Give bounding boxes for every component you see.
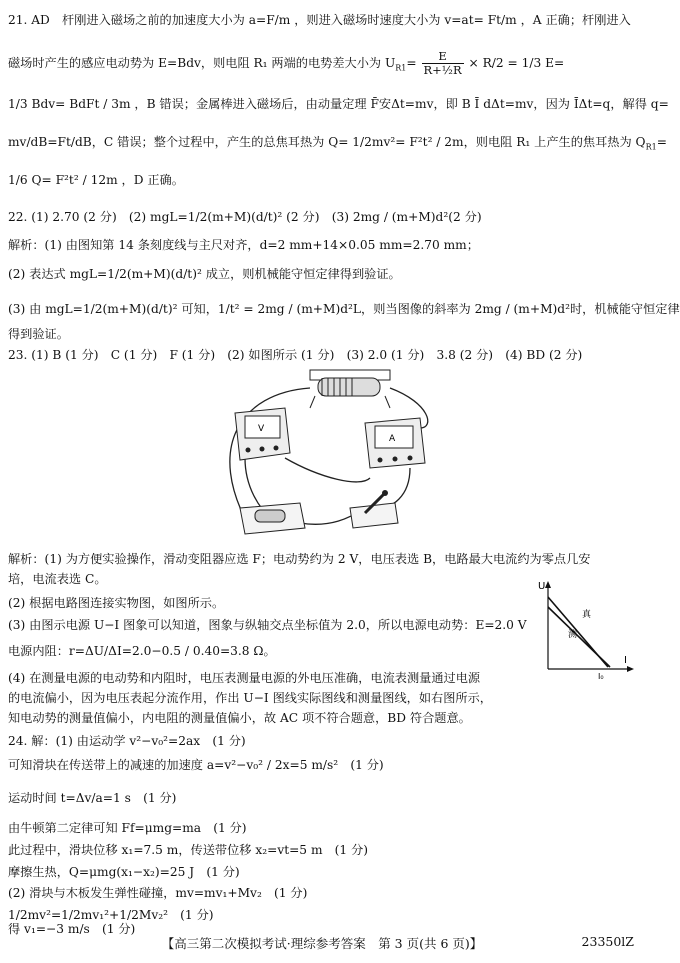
doc-code: 23350lZ: [581, 934, 634, 949]
u-label: U: [538, 581, 546, 592]
svg-text:A: A: [389, 434, 396, 444]
text: Bdv=: [31, 97, 66, 111]
q22-line3: [8, 266, 636, 282]
text: E=: [545, 56, 565, 70]
text: mv₁²+: [80, 908, 120, 922]
circuit-figure: [200, 368, 450, 538]
q22-line4: [8, 301, 680, 317]
text: 可知滑块在传送带上的减速的加速度 a=: [8, 758, 225, 772]
svg-text:V: V: [258, 424, 265, 434]
i-label: I: [624, 655, 627, 666]
measured-label: 测: [568, 630, 578, 640]
text: ，则进入磁场时速度大小为 v=at=: [294, 13, 484, 27]
q23-line6: [8, 643, 544, 659]
q24-line2: [8, 757, 636, 773]
q23-line3: 培，电流表选 C。: [8, 572, 107, 586]
formula: Δv/a: [75, 791, 103, 805]
text: 时，机械能守恒定律: [570, 302, 680, 316]
q21-line5: [8, 172, 636, 188]
formula: 1/2: [82, 302, 103, 316]
q23-line5: (3) 由图示电源 U−I 图象可以知道，图象与纵轴交点坐标值为 2.0，所以电源电动势：E=2.0 V: [8, 618, 527, 632]
q23-line2: 解析：(1) 为方便实验操作，滑动变阻器应选 F；电动势约为 2 V，电压表选 B，电路最大电流约为零点几安: [8, 552, 591, 566]
text: L，则当图像的斜率为: [352, 302, 471, 316]
q24-line9: 得 v₁=−3 m/s (1 分): [8, 922, 136, 936]
formula: 1/2: [8, 908, 28, 922]
q24-line4: 由牛顿第二定律可知 Ff=μmg=ma (1 分): [8, 821, 247, 835]
q21-line1: [8, 12, 636, 28]
voltmeter: [235, 408, 290, 460]
text: ，A 正确；杆刚进入: [520, 13, 631, 27]
formula: 1/2: [352, 135, 372, 149]
fraction: [422, 50, 464, 77]
q22-line1: [8, 209, 636, 225]
footer-text: 【高三第二次模拟考试·理综参考答案 第 3 页(共 6 页)】: [161, 936, 483, 951]
formula: R/2: [482, 56, 504, 70]
q22-line2: 解析：(1) 由图知第 14 条刻度线与主尺对齐，d=2 mm+14×0.05 mm=2.70 mm；: [8, 238, 479, 252]
text: ，D 正确。: [121, 173, 184, 187]
denominator: R+½R: [423, 63, 462, 77]
text: 21. AD 杆刚进入磁场之前的加速度大小为: [8, 13, 245, 27]
text: ，则电阻 R₁ 上产生的焦耳热为 Q: [463, 135, 646, 149]
q24-line7: (2) 滑块与木板发生弹性碰撞，mv=mv₁+Mv₂ (1 分): [8, 886, 308, 900]
text: =3.8 Ω。: [219, 644, 276, 658]
measured-line: [548, 607, 610, 667]
formula: 2.0−0.5 / 0.40: [132, 644, 220, 658]
formula: F²t² / 2m: [409, 135, 464, 149]
text: Mv₂² (1 分): [138, 908, 214, 922]
text: (2 分): [448, 210, 482, 224]
formula: F²t² / 12m: [55, 173, 118, 187]
text: (2) 表达式 mgL=: [8, 267, 108, 281]
formula: 1/2: [107, 267, 127, 281]
q21-line2: [8, 50, 636, 77]
battery: [240, 503, 305, 534]
subscript: R1: [395, 63, 407, 73]
text: Q=: [31, 173, 52, 187]
q24-line3: [8, 790, 636, 806]
formula: Ft/dB: [57, 135, 92, 149]
text: 22. (1) 2.70 (2 分) (2) mgL=: [8, 210, 188, 224]
q23-line9: 知电动势的测量值偏小，内电阻的测量值偏小，故 AC 项不符合题意，BD 符合题意。: [8, 711, 471, 725]
q23-line7: (4) 在测量电源的电动势和内阻时，电压表测量电源的外电压准确，电流表测量通过电源: [8, 671, 481, 685]
formula: 1/3: [8, 97, 28, 111]
text: 磁场时产生的感应电动势为 E=Bdv，则电阻 R₁ 两端的电势差大小为 U: [8, 56, 396, 70]
text: (m+M)(d/t)² 成立，则机械能守恒定律得到验证。: [126, 267, 401, 281]
ammeter: [365, 418, 425, 468]
text: ×: [468, 56, 479, 70]
text: mv²=: [371, 135, 406, 149]
formula: 1/3: [521, 56, 542, 70]
text: =5 m/s² (1 分): [289, 758, 384, 772]
text: =: [121, 644, 132, 658]
text: ，B 错误；金属棒进入磁场后，由动量定理 F̄安Δt=mv，即 B Ī dΔt=mv，因为 ĪΔt=q，解得 q=: [134, 97, 669, 111]
formula: 1/2: [61, 908, 81, 922]
q24-line6: 摩擦生热，Q=μmg(x₁−x₂)=25 J (1 分): [8, 865, 240, 879]
text: (m+M)(d/t)² (2 分) (3): [207, 210, 349, 224]
wire: [285, 458, 370, 482]
subscript: R1: [645, 142, 657, 152]
formula: 2mg / (m+M)d²: [474, 302, 570, 316]
numerator: E: [422, 50, 464, 64]
q21-line3: [8, 96, 669, 112]
q24-line1: 24. 解：(1) 由运动学 v²−v₀²=2ax (1 分): [8, 734, 246, 748]
rheostat: [310, 370, 390, 408]
formula: 1/6: [8, 173, 28, 187]
q23-line4: (2) 根据电路图连接实物图，如图所示。: [8, 596, 225, 610]
formula: a=F/m: [248, 13, 291, 27]
ui-graph: [538, 579, 634, 681]
text: =1 s (1 分): [102, 791, 177, 805]
q24-line5: 此过程中，滑块位移 x₁=7.5 m，传送带位移 x₂=vt=5 m (1 分): [8, 843, 369, 857]
formula: Ft/m: [487, 13, 517, 27]
real-label: 真: [582, 610, 592, 620]
text: (m+M)(d/t)² 可知，1/t² =: [102, 302, 254, 316]
q23-line1: 23. (1) B (1 分) C (1 分) F (1 分) (2) 如图所示 (1 分) (3) 2.0 (1 分) 3.8 (2 分) (4) BD (2 分): [8, 348, 583, 362]
text: (3) 由 mgL=: [8, 302, 83, 316]
text: =: [406, 56, 417, 70]
q22-line5: 得到验证。: [8, 327, 69, 341]
q21-line4: [8, 134, 667, 152]
text: =: [656, 135, 667, 149]
switch: [350, 490, 398, 528]
q23-line8: 的电流偏小，因为电压表起分流作用，作出 U−I 图线实际图线和测量图线，如右图所示，: [8, 691, 492, 705]
formula: 1/2: [119, 908, 139, 922]
formula: ΔU/ΔI: [84, 644, 122, 658]
formula: 2mg / (m+M)d²: [352, 210, 449, 224]
text: =: [47, 135, 58, 149]
formula: 1/2: [187, 210, 208, 224]
formula: mv/dB: [8, 135, 48, 149]
text: mv²=: [27, 908, 62, 922]
formula: BdFt / 3m: [69, 97, 131, 111]
text: =: [507, 56, 518, 70]
i0-label: I₀: [598, 672, 604, 681]
text: 电源内阻：r=: [8, 644, 85, 658]
page-footer: [0, 934, 644, 952]
formula: 2mg / (m+M)d²: [257, 302, 353, 316]
text: ，C 错误；整个过程中，产生的总焦耳热为 Q=: [91, 135, 349, 149]
wire: [380, 468, 410, 508]
text: 运动时间 t=: [8, 791, 76, 805]
formula: v²−v₀² / 2x: [224, 758, 290, 772]
